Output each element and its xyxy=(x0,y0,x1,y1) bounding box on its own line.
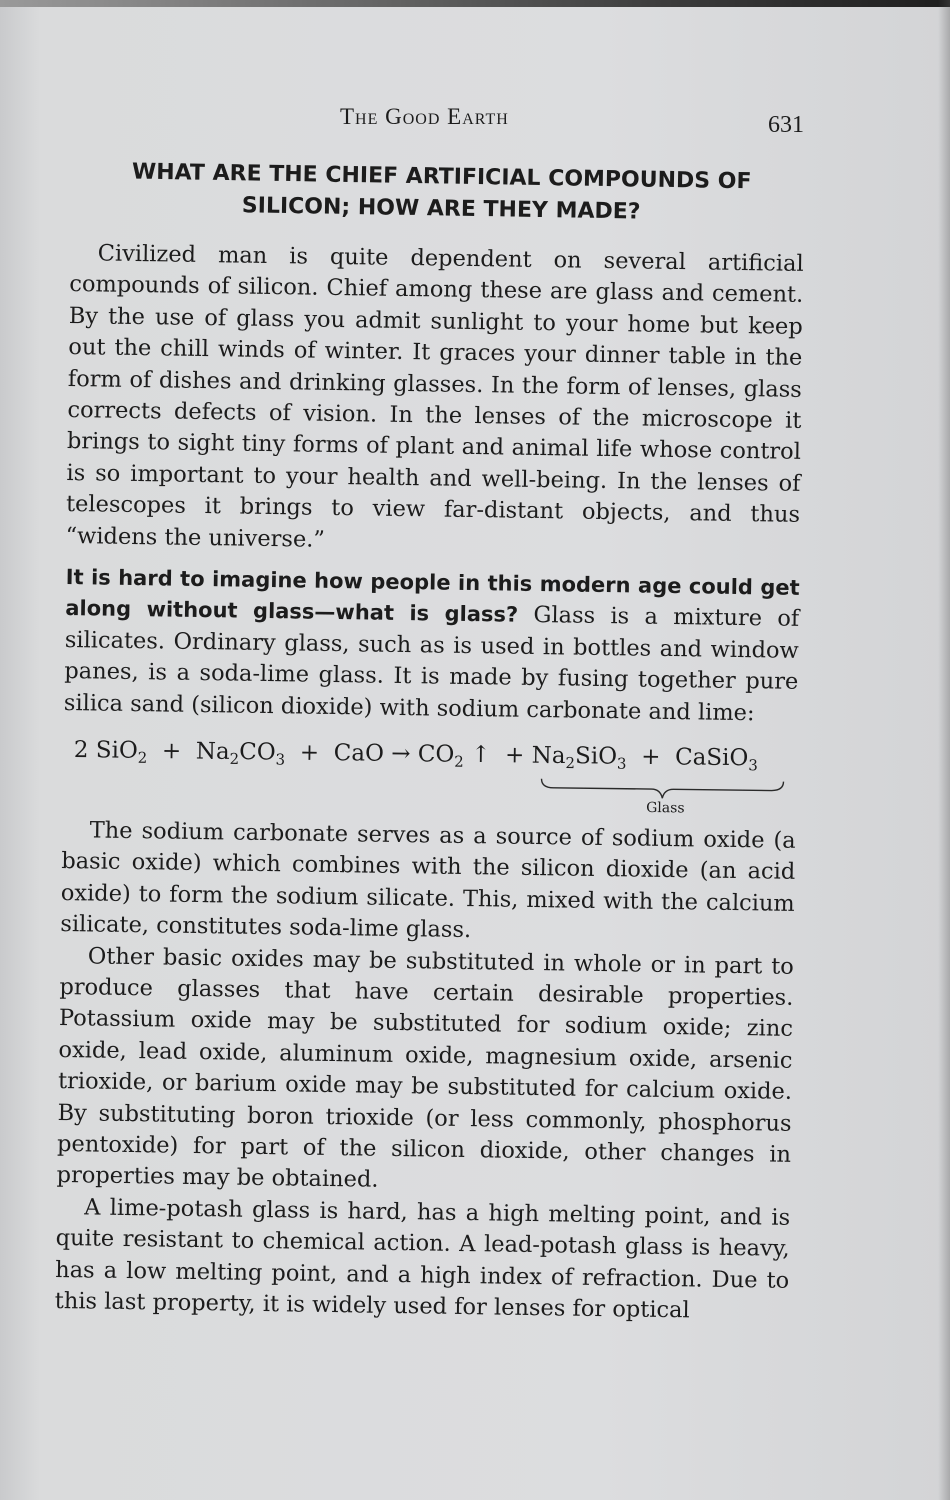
eq-plus: + xyxy=(641,743,661,771)
eq-plus: + xyxy=(299,739,320,766)
eq-silicon-dioxide: SiO$_2$ xyxy=(95,737,148,767)
underbrace xyxy=(539,777,785,802)
eq-calcium-oxide: CaO xyxy=(333,740,385,767)
eq-calcium-silicate: CaSiO$_3$ xyxy=(674,744,758,775)
running-head: The Good Earth xyxy=(340,104,509,129)
paragraph-3: The sodium carbonate serves as a source of sodium oxide (a basic oxide) which combines with the silicon dioxide (an acid oxide) to form the sodium silicate. This, mixed with the calcium silicate, constitutes soda-lime glass. xyxy=(60,817,796,944)
eq-plus: + xyxy=(161,738,182,765)
eq-sodium-carbonate: $Na_2CO_3$ xyxy=(195,738,286,769)
eq-sodium-silicate: $Na_2SiO_3$ xyxy=(531,742,627,773)
paragraph-4: Other basic oxides may be substituted in whole or in part to produce glasses that have certain desirable properties. Potassium oxide may be substituted for sodium oxide; zinc oxide, lead oxide, aluminum oxide, magnesium oxide, arsenic trioxide, or barium oxide may be substituted for calcium oxide. By substituting boron trioxide (or less commonly, phosphorus pentoxide) for part of the silicon dioxide, other changes in properties may be obtained. xyxy=(56,943,795,1194)
section-title: WHAT ARE THE CHIEF ARTIFICIAL COMPOUNDS OF SILICON; HOW ARE THEY MADE? xyxy=(131,159,752,225)
eq-coefficient: 2 xyxy=(73,737,89,764)
eq-plus: + xyxy=(504,742,525,769)
paragraph-2-body: Glass is a mixture of silicates. Ordinary glass, such as is used in bottles and window panes, is a soda-lime glass. It is made by fusing together pure silica sand (silicon dioxide) with sodium carbonate and lime: xyxy=(63,602,800,726)
paragraph-1: Civilized man is quite dependent on several artificial compounds of silicon. Chief among these are glass and cement. By the use of glass you admit sunlight to your home but keep out the chill winds of winter. It graces your dinner table in the form of dishes and drinking glasses. In the form of lenses, glass corrects defects of vision. In the lenses of the microscope it brings to sight tiny forms of plant and animal life whose control is so important to your health and well-being. In the lenses of telescopes it brings to view far-distant objects, and thus “widens the universe.” xyxy=(65,240,804,553)
paragraph-2-lead: It is hard to imagine how people in this modern age could get along without glass—what is glass? xyxy=(65,564,800,628)
glass-definition-block xyxy=(64,562,800,730)
eq-gas-arrow: ↑ xyxy=(470,741,491,769)
intro-text-block xyxy=(65,238,804,563)
page-number: 631 xyxy=(768,112,804,138)
equation-line xyxy=(74,737,758,774)
paragraph-5: A lime-potash glass is hard, has a high melting point, and is quite resistant to chemical action. A lead-potash glass is heavy, has a low melting point, and a high index of refraction. Due to this last property, it is widely used for lenses for optical xyxy=(54,1194,791,1324)
oxides-text-block xyxy=(55,815,796,1328)
paragraph-2 xyxy=(64,562,800,730)
eq-carbon-dioxide: $CO_2$ xyxy=(417,741,464,771)
glass-label: Glass xyxy=(646,799,685,817)
eq-arrow: → xyxy=(391,740,411,768)
chemical-equation xyxy=(73,737,794,816)
page-right-edge xyxy=(938,0,950,1500)
page-top-edge xyxy=(0,0,950,7)
